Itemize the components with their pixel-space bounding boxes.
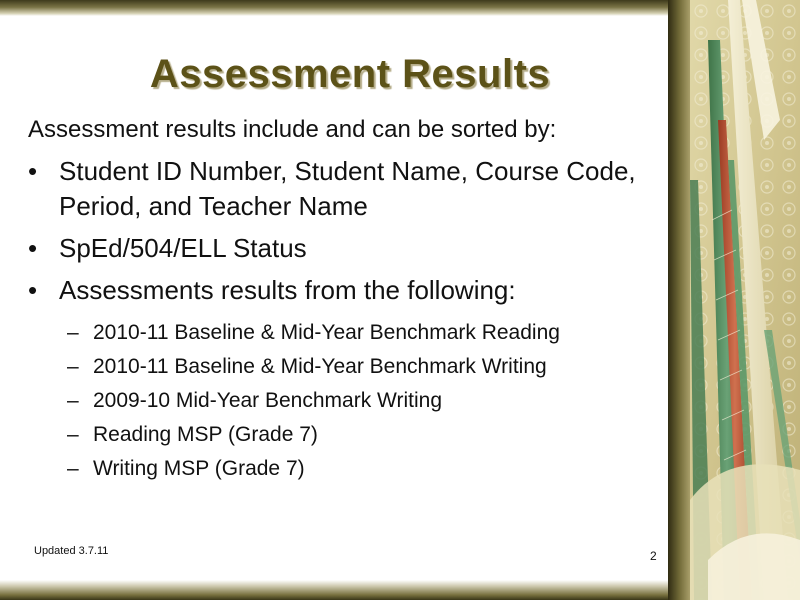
intro-text: Assessment results include and can be sorted by: [28, 116, 557, 143]
decorative-pattern-graphic [668, 0, 800, 600]
bottom-border-band [0, 580, 668, 600]
page-number: 2 [650, 549, 657, 563]
bullet-text: SpEd/504/ELL Status [59, 233, 307, 263]
sub-bullet-text: Writing MSP (Grade 7) [93, 457, 305, 480]
sub-bullet-item [59, 350, 658, 384]
bullet-dot-icon: • [28, 233, 38, 263]
sub-bullet-text: 2009-10 Mid-Year Benchmark Writing [93, 389, 443, 412]
sub-bullet-item [59, 384, 658, 418]
en-dash-icon: – [67, 321, 79, 344]
sub-bullet-text: 2010-11 Baseline & Mid-Year Benchmark Reading [93, 321, 560, 344]
bullet-text: Student ID Number, Student Name, Course Code, Period, and Teacher Name [59, 156, 636, 221]
slide-title: Assessment Results [149, 52, 551, 96]
sub-bullet-list [59, 316, 658, 486]
decorative-side-panel [668, 0, 800, 600]
updated-date-note: Updated 3.7.11 [34, 545, 109, 557]
sub-bullet-text: Reading MSP (Grade 7) [93, 423, 318, 446]
en-dash-icon: – [67, 423, 79, 446]
bullet-dot-icon: • [28, 156, 38, 186]
bullet-item [28, 273, 658, 486]
sub-bullet-item [59, 452, 658, 486]
en-dash-icon: – [67, 457, 79, 480]
bullet-list [28, 154, 658, 493]
bullet-item [28, 231, 658, 266]
en-dash-icon: – [67, 355, 79, 378]
top-border-band [0, 0, 668, 16]
bullet-text: Assessments results from the following: [59, 275, 516, 305]
bullet-dot-icon: • [28, 275, 38, 305]
bullet-item [28, 154, 658, 224]
sub-bullet-text: 2010-11 Baseline & Mid-Year Benchmark Writing [93, 355, 547, 378]
sub-bullet-item [59, 418, 658, 452]
sub-bullet-item [59, 316, 658, 350]
en-dash-icon: – [67, 389, 79, 412]
